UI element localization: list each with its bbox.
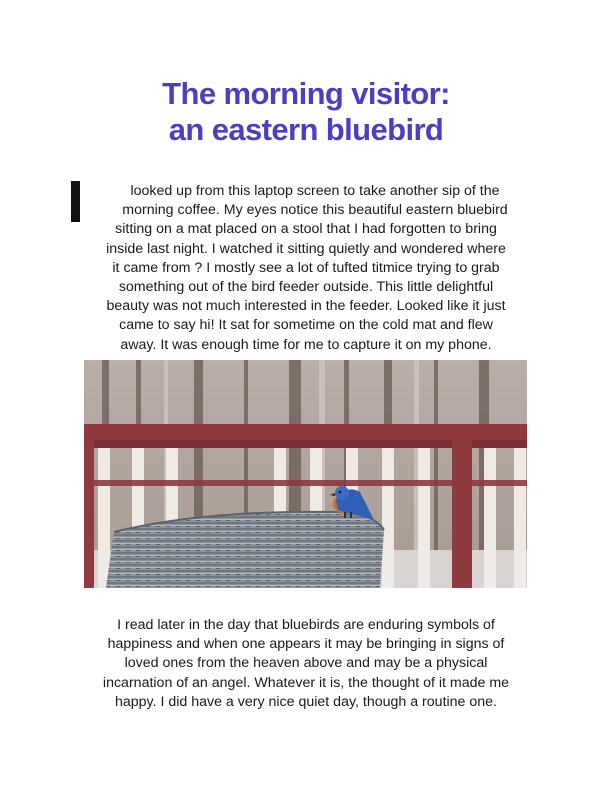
paragraph-line: beauty was not much interested in the feeder. Looked like it just [106,298,506,315]
paragraph-line: came to say hi! It sat for sometime on the cold mat and flew [119,317,493,334]
bluebird-photo [84,360,527,588]
paragraph-line: I read later in the day that bluebirds are enduring symbols of [117,617,495,633]
title-line-2: an eastern bluebird [168,112,444,147]
paragraph-1 [72,182,540,355]
paragraph-line: happy. I did have a very nice quiet day, though a routine one. [114,693,497,710]
paragraph-line: looked up from this laptop screen to take another sip of the [130,183,500,199]
article-title [0,76,612,148]
paragraph-line: away. It was enough time for me to capture it on my phone. [120,336,492,353]
paragraph-line: inside last night. I watched it sitting quietly and wondered where [106,240,506,257]
paragraph-line: incarnation of an angel. Whatever it is, the thought of it made me [102,674,510,691]
paragraph-line: something out of the bird feeder outside. This little delightful [118,279,494,296]
paragraph-line: morning coffee. My eyes notice this beautiful eastern bluebird [122,202,508,219]
paragraph-line: sitting on a mat placed on a stool that I had forgotten to bring [115,221,497,238]
paragraph-line: it came from ? I mostly see a lot of tufted titmice trying to grab [112,259,500,276]
paragraph-2 [72,616,540,712]
paragraph-line: loved ones from the heaven above and may be a physical [124,655,488,672]
title-line-1: The morning visitor: [162,76,450,111]
paragraph-line: happiness and when one appears it may be bringing in signs of [107,636,505,653]
